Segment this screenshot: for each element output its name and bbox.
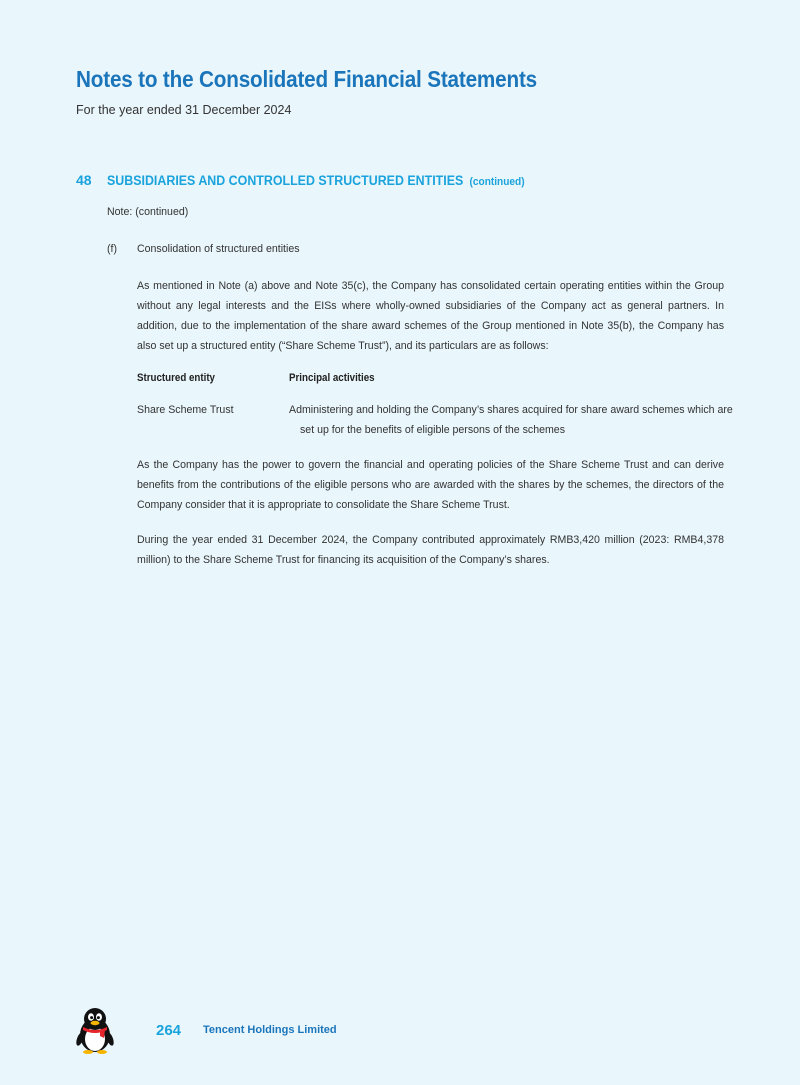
section-number: 48 — [76, 172, 92, 188]
paragraph-contribution: During the year ended 31 December 2024, the Company contributed approximately RMB3,420 million (2023: RMB4,378 million) to the Share Scheme Trust for financing its acquisition of the Company’s shares. — [137, 534, 724, 566]
item-title: Consolidation of structured entities — [137, 243, 300, 255]
paragraph-consolidation-rationale: As the Company has the power to govern the financial and operating policies of the Share Scheme Trust and can derive benefits from the contributions of the eligible persons who are awarded with the shares by the schemes, the directors of the Company consider that it is appropriate to consolidate the Share Scheme Trust. — [137, 459, 724, 511]
penguin-icon — [74, 1005, 116, 1055]
page-title: Notes to the Consolidated Financial Statements — [76, 66, 537, 92]
section-heading — [76, 172, 561, 190]
note-label: Note: (continued) — [107, 206, 189, 218]
section-title-text: SUBSIDIARIES AND CONTROLLED STRUCTURED ENTITIES — [107, 173, 464, 188]
section-title — [107, 173, 525, 188]
table-cell-activity: Administering and holding the Company’s shares acquired for share award schemes which are set up for the benefits of eligible persons of the schemes — [289, 404, 733, 436]
page-subtitle: For the year ended 31 December 2024 — [76, 103, 292, 117]
table-header-principal-activities: Principal activities — [289, 372, 375, 384]
section-continued: (continued) — [469, 176, 525, 188]
table-header-structured-entity: Structured entity — [137, 372, 215, 384]
table-cell-entity: Share Scheme Trust — [137, 404, 234, 416]
paragraph-structured-entities: As mentioned in Note (a) above and Note 35(c), the Company has consolidated certain operating entities within the Group without any legal interests and the EISs where wholly-owned subsidiaries of the Company act as general partners. In addition, due to the implementation of the share award schemes of the Group mentioned in Note 35(b), the Company has also set up a structured entity (“Share Scheme Trust”), and its particulars are as follows: — [137, 280, 724, 352]
company-name: Tencent Holdings Limited — [203, 1024, 337, 1036]
page-number: 264 — [156, 1022, 182, 1039]
item-marker: (f) — [107, 243, 117, 255]
